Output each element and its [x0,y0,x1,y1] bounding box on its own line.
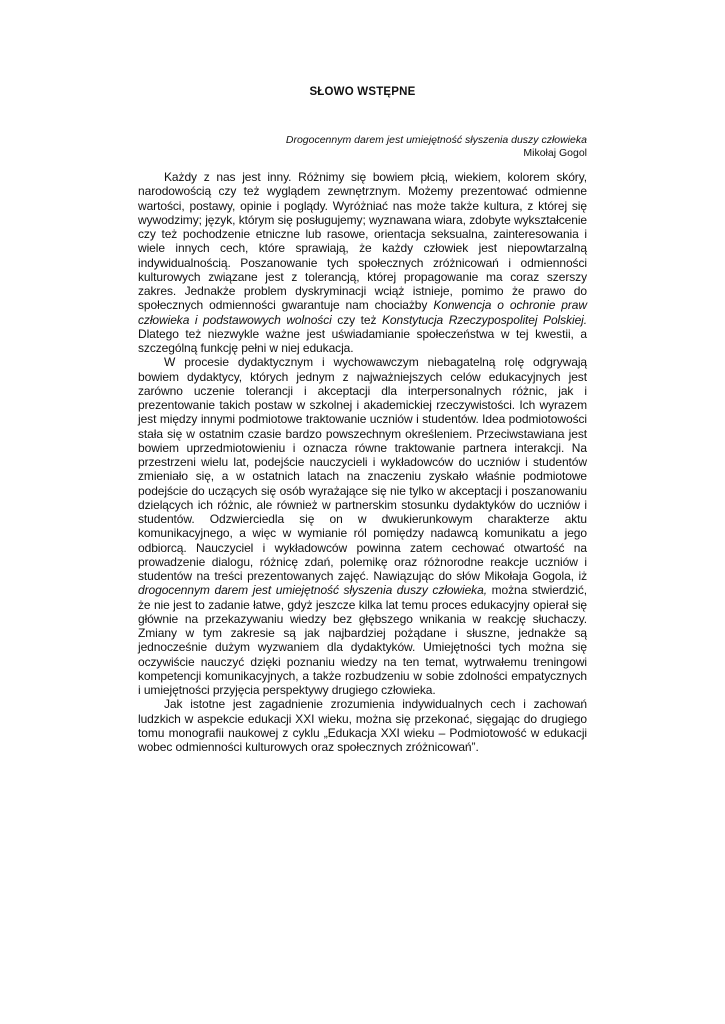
paragraph-1 [138,170,587,355]
paragraph-2 [138,355,587,697]
body-text [138,170,587,754]
epigraph [167,134,587,160]
page-title: SŁOWO WSTĘPNE [309,86,416,98]
paragraph-2-italic-quote: drogocennym darem jest umiejętność słyszenia duszy człowieka, [138,583,487,598]
paragraph-2-text-b: można stwierdzić, że nie jest to zadanie łatwe, gdyż jeszcze kilka lat temu proces edukacyjny opierał się głównie na przekazywaniu wiedzy bez głębszego wnikania w reakcję słuchaczy. Zmiany w tym zakresie są jak najbardziej pożądane i słuszne, jednakże są jednocześnie dużym wyzwaniem dla dydaktyków. Umiejętności tych można się oczywiście nauczyć dzięki poznaniu wiedzy na ten temat, wytrwałemu treningowi kompetencji komunikacyjnych, a także rozbudzeniu w sobie zdolności empatycznych i umiejętności przyjęcia perspektywy drugiego człowieka. [138,583,587,697]
paragraph-1-italic-convention: Konwencja o ochronie praw człowieka i podstawowych wolności [138,298,587,327]
paragraph-1-text-a: Każdy z nas jest inny. Różnimy się bowiem płcią, wiekiem, kolorem skóry, narodowością czy też wyglądem zewnętrznym. Możemy prezentować odmienne wartości, postawy, opinie i poglądy. Wyróżniać nas może także kultura, z której się wywodzimy; język, którym się posługujemy; wyznawana wiara, zdobyte wykształcenie czy też pochodzenie etniczne lub rasowe, orientacja seksualna, zainteresowania i wiele innych cech, które sprawiają, że każdy człowiek jest niepowtarzalną indywidualnością. Poszanowanie tych społecznych zróżnicowań i odmienności kulturowych związane jest z tolerancją, której propagowanie ma coraz szerszy zakres. Jednakże problem dyskryminacji wciąż istnieje, pomimo że prawo do społecznych odmienności gwarantuje nam chociażby [138,170,587,313]
paragraph-1-text-c: Dlatego też niezwykle ważne jest uświadamianie społeczeństwa w tej kwestii, a szczególną funkcję pełni w niej edukacja. [138,326,587,355]
epigraph-author: Mikołaj Gogol [523,147,587,159]
paragraph-1-italic-constitution: Konstytucja Rzeczypospolitej Polskiej. [381,312,588,327]
paragraph-2-text-a: W procesie dydaktycznym i wychowawczym niebagatelną rolę odgrywają bowiem dydaktycy, których jednym z najważniejszych celów edukacyjnych jest zarówno uczenie tolerancji i akceptacji dla interpersonalnych różnic, jak i prezentowanie takich postaw w szkolnej i akademickiej rzeczywistości. Ich wyrazem jest między innymi podmiotowe traktowanie uczniów i studentów. Idea podmiotowości stała się w ostatnim czasie bardzo powszechnym określeniem. Przeciwstawiana jest bowiem uprzedmiotowieniu i oznacza równe traktowanie partnera interakcji. Na przestrzeni wielu lat, podejście nauczycieli i wykładowców do uczniów i studentów zmieniało się, a w ostatnich latach na znaczeniu zyskało właśnie podmiotowe podejście do uczących się osób wyrażające się nie tylko w akceptacji i poszanowaniu dzielących ich różnic, ale również w partnerskim stosunku dydaktyków do uczniów i studentów. Odzwierciedla się on w dwukierunkowym charakterze aktu komunikacyjnego, a więc w wymianie ról pomiędzy nadawcą komunikatu a jego odbiorcą. Nauczyciel i wykładowców powinna zatem cechować otwartość na prowadzenie dialogu, różnicę zdań, polemikę oraz różnorodne reakcje uczniów i studentów na treści prezentowanych zajęć. Nawiązując do słów Mikołaja Gogola, iż [138,355,587,583]
epigraph-quote: Drogocennym darem jest umiejętność słyszenia duszy człowieka [285,134,587,146]
paragraph-3: Jak istotne jest zagadnienie zrozumienia indywidualnych cech i zachowań ludzkich w aspekcie edukacji XXI wieku, można się przekonać, sięgając do drugiego tomu monografii naukowej z cyklu „Edukacja XXI wieku – Podmiotowość w edukacji wobec odmienności kulturowych oraz społecznych zróżnicowań”. [138,697,587,754]
paragraph-1-text-b: czy też [331,312,382,327]
